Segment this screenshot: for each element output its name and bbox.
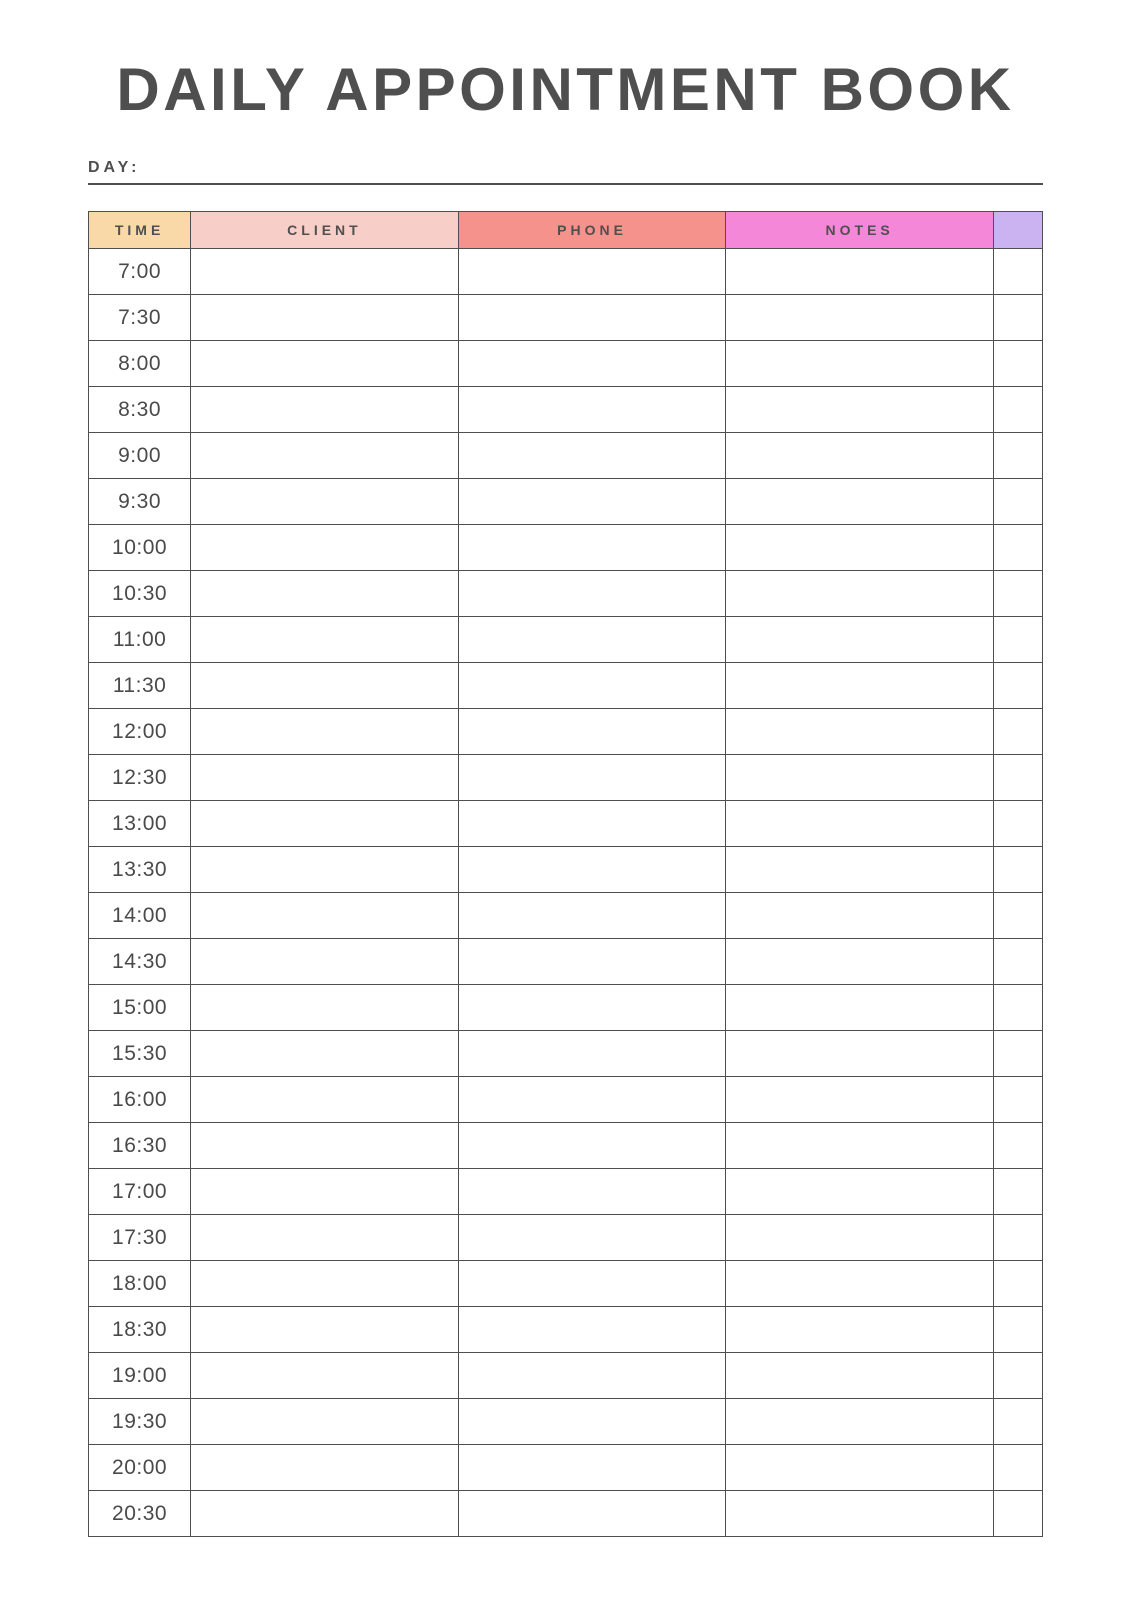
extra-cell[interactable] (993, 249, 1042, 295)
notes-cell[interactable] (726, 1261, 994, 1307)
time-cell: 15:00 (89, 985, 191, 1031)
table-header (89, 212, 1043, 249)
notes-cell[interactable] (726, 1307, 994, 1353)
table-row (89, 387, 1043, 433)
time-cell: 12:00 (89, 709, 191, 755)
phone-cell[interactable] (458, 663, 726, 709)
time-cell: 17:00 (89, 1169, 191, 1215)
extra-cell[interactable] (993, 1077, 1042, 1123)
notes-cell[interactable] (726, 433, 994, 479)
table-row (89, 1261, 1043, 1307)
client-cell[interactable] (191, 1031, 459, 1077)
day-label: DAY: (88, 159, 141, 176)
table-row (89, 571, 1043, 617)
table-row (89, 1031, 1043, 1077)
extra-cell[interactable] (993, 571, 1042, 617)
extra-cell[interactable] (993, 1123, 1042, 1169)
client-cell[interactable] (191, 709, 459, 755)
notes-cell[interactable] (726, 1169, 994, 1215)
notes-cell[interactable] (726, 1031, 994, 1077)
phone-cell[interactable] (458, 1353, 726, 1399)
phone-cell[interactable] (458, 709, 726, 755)
client-cell[interactable] (191, 1261, 459, 1307)
column-header-phone: PHONE (458, 212, 726, 249)
column-header-time: TIME (89, 212, 191, 249)
time-cell: 16:00 (89, 1077, 191, 1123)
table-row (89, 1399, 1043, 1445)
table-row (89, 295, 1043, 341)
table-row (89, 801, 1043, 847)
time-cell: 15:30 (89, 1031, 191, 1077)
notes-cell[interactable] (726, 1491, 994, 1537)
client-cell[interactable] (191, 755, 459, 801)
extra-cell[interactable] (993, 1261, 1042, 1307)
table-row (89, 985, 1043, 1031)
page-title: DAILY APPOINTMENT BOOK (116, 56, 1015, 123)
extra-cell[interactable] (993, 1169, 1042, 1215)
time-cell: 11:30 (89, 663, 191, 709)
notes-cell[interactable] (726, 847, 994, 893)
table-row (89, 1215, 1043, 1261)
extra-cell[interactable] (993, 1215, 1042, 1261)
time-cell: 20:00 (89, 1445, 191, 1491)
time-cell: 9:30 (89, 479, 191, 525)
client-cell[interactable] (191, 1445, 459, 1491)
extra-cell[interactable] (993, 939, 1042, 985)
phone-cell[interactable] (458, 893, 726, 939)
client-cell[interactable] (191, 1353, 459, 1399)
table-row (89, 479, 1043, 525)
phone-cell[interactable] (458, 847, 726, 893)
time-cell: 10:00 (89, 525, 191, 571)
client-cell[interactable] (191, 1169, 459, 1215)
notes-cell[interactable] (726, 295, 994, 341)
notes-cell[interactable] (726, 663, 994, 709)
table-row (89, 249, 1043, 295)
day-field-row (88, 147, 1043, 185)
time-cell: 20:30 (89, 1491, 191, 1537)
notes-cell[interactable] (726, 617, 994, 663)
table-row (89, 617, 1043, 663)
extra-cell[interactable] (993, 755, 1042, 801)
notes-cell[interactable] (726, 1123, 994, 1169)
extra-cell[interactable] (993, 709, 1042, 755)
notes-cell[interactable] (726, 525, 994, 571)
table-row (89, 709, 1043, 755)
time-cell: 11:00 (89, 617, 191, 663)
table-row (89, 663, 1043, 709)
extra-cell[interactable] (993, 387, 1042, 433)
notes-cell[interactable] (726, 1215, 994, 1261)
time-cell: 8:30 (89, 387, 191, 433)
appointment-table (88, 211, 1043, 1537)
notes-cell[interactable] (726, 1399, 994, 1445)
extra-cell[interactable] (993, 1399, 1042, 1445)
extra-cell[interactable] (993, 479, 1042, 525)
notes-cell[interactable] (726, 939, 994, 985)
extra-cell[interactable] (993, 1445, 1042, 1491)
client-cell[interactable] (191, 249, 459, 295)
phone-cell[interactable] (458, 1307, 726, 1353)
client-cell[interactable] (191, 847, 459, 893)
phone-cell[interactable] (458, 1399, 726, 1445)
extra-cell[interactable] (993, 341, 1042, 387)
time-cell: 10:30 (89, 571, 191, 617)
client-cell[interactable] (191, 617, 459, 663)
phone-cell[interactable] (458, 479, 726, 525)
notes-cell[interactable] (726, 387, 994, 433)
phone-cell[interactable] (458, 755, 726, 801)
phone-cell[interactable] (458, 801, 726, 847)
phone-cell[interactable] (458, 1169, 726, 1215)
client-cell[interactable] (191, 663, 459, 709)
table-row (89, 939, 1043, 985)
time-cell: 13:30 (89, 847, 191, 893)
time-cell: 19:30 (89, 1399, 191, 1445)
phone-cell[interactable] (458, 433, 726, 479)
notes-cell[interactable] (726, 1353, 994, 1399)
time-cell: 7:30 (89, 295, 191, 341)
phone-cell[interactable] (458, 387, 726, 433)
table-row (89, 893, 1043, 939)
notes-cell[interactable] (726, 709, 994, 755)
client-cell[interactable] (191, 571, 459, 617)
phone-cell[interactable] (458, 1445, 726, 1491)
notes-cell[interactable] (726, 755, 994, 801)
phone-cell[interactable] (458, 295, 726, 341)
notes-cell[interactable] (726, 249, 994, 295)
notes-cell[interactable] (726, 985, 994, 1031)
phone-cell[interactable] (458, 939, 726, 985)
time-cell: 16:30 (89, 1123, 191, 1169)
notes-cell[interactable] (726, 1077, 994, 1123)
client-cell[interactable] (191, 295, 459, 341)
table-row (89, 1491, 1043, 1537)
extra-cell[interactable] (993, 1491, 1042, 1537)
client-cell[interactable] (191, 985, 459, 1031)
table-row (89, 755, 1043, 801)
phone-cell[interactable] (458, 1491, 726, 1537)
client-cell[interactable] (191, 525, 459, 571)
extra-cell[interactable] (993, 1031, 1042, 1077)
client-cell[interactable] (191, 1215, 459, 1261)
table-header-row (89, 212, 1043, 249)
notes-cell[interactable] (726, 571, 994, 617)
time-cell: 7:00 (89, 249, 191, 295)
time-cell: 18:00 (89, 1261, 191, 1307)
phone-cell[interactable] (458, 249, 726, 295)
phone-cell[interactable] (458, 1261, 726, 1307)
time-cell: 13:00 (89, 801, 191, 847)
extra-cell[interactable] (993, 663, 1042, 709)
column-header-client: CLIENT (191, 212, 459, 249)
client-cell[interactable] (191, 479, 459, 525)
extra-cell[interactable] (993, 1307, 1042, 1353)
table-row (89, 1123, 1043, 1169)
extra-cell[interactable] (993, 295, 1042, 341)
phone-cell[interactable] (458, 525, 726, 571)
notes-cell[interactable] (726, 801, 994, 847)
time-cell: 8:00 (89, 341, 191, 387)
client-cell[interactable] (191, 893, 459, 939)
client-cell[interactable] (191, 801, 459, 847)
client-cell[interactable] (191, 1491, 459, 1537)
phone-cell[interactable] (458, 1031, 726, 1077)
time-cell: 18:30 (89, 1307, 191, 1353)
table-body (89, 249, 1043, 1537)
column-header-extra (993, 212, 1042, 249)
table-row (89, 1353, 1043, 1399)
phone-cell[interactable] (458, 341, 726, 387)
phone-cell[interactable] (458, 985, 726, 1031)
notes-cell[interactable] (726, 1445, 994, 1491)
client-cell[interactable] (191, 1123, 459, 1169)
notes-cell[interactable] (726, 893, 994, 939)
time-cell: 17:30 (89, 1215, 191, 1261)
time-cell: 14:00 (89, 893, 191, 939)
table-row (89, 1077, 1043, 1123)
table-row (89, 525, 1043, 571)
extra-cell[interactable] (993, 985, 1042, 1031)
time-cell: 9:00 (89, 433, 191, 479)
table-row (89, 1445, 1043, 1491)
extra-cell[interactable] (993, 525, 1042, 571)
notes-cell[interactable] (726, 479, 994, 525)
phone-cell[interactable] (458, 1123, 726, 1169)
time-cell: 12:30 (89, 755, 191, 801)
time-cell: 19:00 (89, 1353, 191, 1399)
client-cell[interactable] (191, 939, 459, 985)
client-cell[interactable] (191, 433, 459, 479)
extra-cell[interactable] (993, 1353, 1042, 1399)
time-cell: 14:30 (89, 939, 191, 985)
phone-cell[interactable] (458, 1077, 726, 1123)
table-row (89, 341, 1043, 387)
extra-cell[interactable] (993, 801, 1042, 847)
extra-cell[interactable] (993, 847, 1042, 893)
client-cell[interactable] (191, 341, 459, 387)
phone-cell[interactable] (458, 1215, 726, 1261)
extra-cell[interactable] (993, 893, 1042, 939)
extra-cell[interactable] (993, 617, 1042, 663)
table-row (89, 1307, 1043, 1353)
table-row (89, 847, 1043, 893)
client-cell[interactable] (191, 387, 459, 433)
client-cell[interactable] (191, 1077, 459, 1123)
table-row (89, 433, 1043, 479)
column-header-notes: NOTES (726, 212, 994, 249)
phone-cell[interactable] (458, 617, 726, 663)
extra-cell[interactable] (993, 433, 1042, 479)
client-cell[interactable] (191, 1399, 459, 1445)
notes-cell[interactable] (726, 341, 994, 387)
client-cell[interactable] (191, 1307, 459, 1353)
table-row (89, 1169, 1043, 1215)
phone-cell[interactable] (458, 571, 726, 617)
